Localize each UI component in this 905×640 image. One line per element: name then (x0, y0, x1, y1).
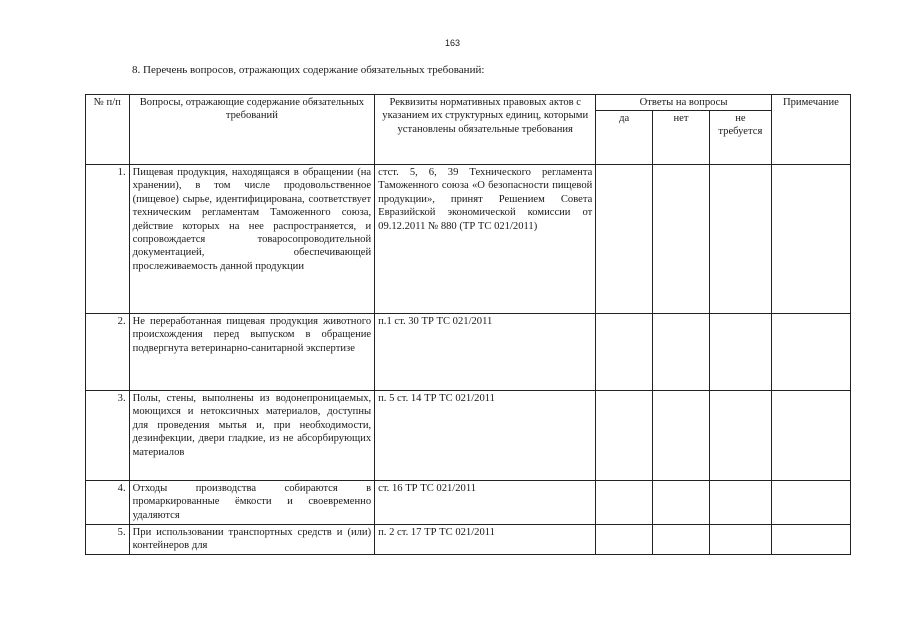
table-row (86, 525, 851, 555)
answer-not-required-cell[interactable] (709, 391, 771, 481)
answer-no-cell[interactable] (653, 314, 710, 391)
header-not-required: не требуется (709, 111, 771, 165)
page-number: 163 (444, 38, 461, 48)
requirements-table (85, 94, 851, 555)
table-header-row (86, 95, 851, 111)
answer-no-cell[interactable] (653, 165, 710, 314)
table-row (86, 314, 851, 391)
answer-not-required-cell[interactable] (709, 165, 771, 314)
header-no-answer: нет (653, 111, 710, 165)
table-row (86, 481, 851, 525)
row-reference: п. 2 ст. 17 ТР ТС 021/2011 (375, 525, 596, 555)
header-references: Реквизиты нормативных правовых актов с указанием их структурных единиц, которыми установлены обязательные требования (375, 95, 596, 165)
note-cell[interactable] (771, 391, 850, 481)
note-cell[interactable] (771, 314, 850, 391)
header-yes: да (596, 111, 653, 165)
note-cell[interactable] (771, 165, 850, 314)
table-row (86, 165, 851, 314)
row-reference: п.1 ст. 30 ТР ТС 021/2011 (375, 314, 596, 391)
row-number: 1. (86, 165, 130, 314)
answer-not-required-cell[interactable] (709, 525, 771, 555)
answer-no-cell[interactable] (653, 481, 710, 525)
row-reference: стст. 5, 6, 39 Технического регламента Таможенного союза «О безопасности пищевой продукции», принят Решением Совета Евразийской экономической комиссии от 09.12.2011 № 880 (ТР ТС 021/2011) (375, 165, 596, 314)
note-cell[interactable] (771, 525, 850, 555)
answer-yes-cell[interactable] (596, 481, 653, 525)
note-cell[interactable] (771, 481, 850, 525)
row-question: Не переработанная пищевая продукция животного происхождения перед выпуском в обращение подвергнута ветеринарно-санитарной экспертизе (129, 314, 375, 391)
answer-yes-cell[interactable] (596, 165, 653, 314)
row-reference: ст. 16 ТР ТС 021/2011 (375, 481, 596, 525)
answer-no-cell[interactable] (653, 391, 710, 481)
answer-not-required-cell[interactable] (709, 481, 771, 525)
row-number: 2. (86, 314, 130, 391)
row-question: Отходы производства собираются в промаркированные ёмкости и своевременно удаляются (129, 481, 375, 525)
answer-yes-cell[interactable] (596, 314, 653, 391)
header-note: Примечание (771, 95, 850, 165)
table-row (86, 391, 851, 481)
row-number: 3. (86, 391, 130, 481)
row-question: Пищевая продукция, находящаяся в обращении (на хранении), в том числе продовольственное (пищевое) сырье, идентифицирована, соответствует техническим регламентам Таможенного союза, действие которых на нее распространяется, и сопровождается товаросопроводительной документацией, обеспечивающей прослеживаемость данной продукции (129, 165, 375, 314)
row-reference: п. 5 ст. 14 ТР ТС 021/2011 (375, 391, 596, 481)
row-question: Полы, стены, выполнены из водонепроницаемых, моющихся и нетоксичных материалов, доступны для проведения мытья и, при необходимости, дезинфекции, двери гладкие, из не абсорбирующих материалов (129, 391, 375, 481)
row-number: 5. (86, 525, 130, 555)
answer-no-cell[interactable] (653, 525, 710, 555)
answer-yes-cell[interactable] (596, 391, 653, 481)
header-answers: Ответы на вопросы (596, 95, 772, 111)
row-number: 4. (86, 481, 130, 525)
section-heading: 8. Перечень вопросов, отражающих содержание обязательных требований: (132, 64, 485, 76)
row-question: При использовании транспортных средств и (или) контейнеров для (129, 525, 375, 555)
header-questions: Вопросы, отражающие содержание обязательных требований (129, 95, 375, 165)
answer-yes-cell[interactable] (596, 525, 653, 555)
header-number: № п/п (86, 95, 130, 165)
answer-not-required-cell[interactable] (709, 314, 771, 391)
